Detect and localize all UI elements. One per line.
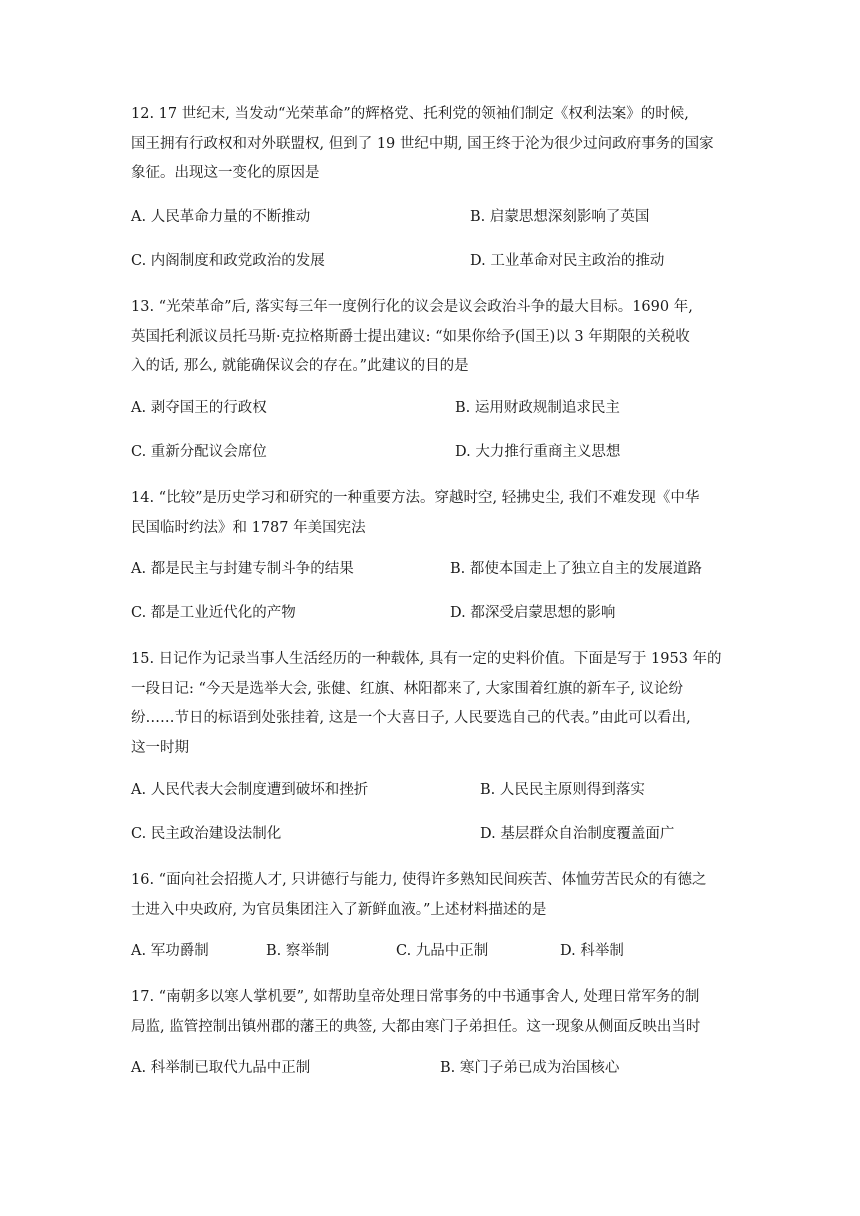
- stem-line: 15. 日记作为记录当事人生活经历的一种载体, 具有一定的史料价值。下面是写于 1953 年的: [131, 651, 722, 667]
- question-12-stem: [131, 100, 731, 189]
- question-12-option-a: A. 人民革命力量的不断推动: [131, 209, 311, 225]
- question-13-option-b: B. 运用财政规制追求民主: [455, 400, 620, 416]
- stem-line: 象征。出现这一变化的原因是: [131, 165, 320, 181]
- question-16-option-d: D. 科举制: [560, 943, 624, 959]
- stem-line: 局监, 监管控制出镇州郡的藩王的典签, 大都由寒门子弟担任。这一现象从侧面反映出当时: [131, 1018, 701, 1035]
- stem-line: 这一时期: [131, 739, 189, 756]
- stem-line: 一段日记: “今天是选举大会, 张健、红旗、林阳都来了, 大家围着红旗的新车子, 议论纷: [131, 680, 684, 697]
- question-12-option-c: C. 内阁制度和政党政治的发展: [131, 253, 325, 269]
- question-15-option-a: A. 人民代表大会制度遭到破坏和挫折: [131, 782, 369, 798]
- question-15-stem: [131, 645, 731, 763]
- question-16-option-a: A. 军功爵制: [131, 943, 209, 959]
- question-15-option-d: D. 基层群众自治制度覆盖面广: [480, 826, 675, 842]
- question-13-stem: [131, 293, 731, 382]
- question-14-option-a: A. 都是民主与封建专制斗争的结果: [131, 561, 354, 577]
- question-14-option-d: D. 都深受启蒙思想的影响: [450, 605, 616, 621]
- stem-line: 国王拥有行政权和对外联盟权, 但到了 19 世纪中期, 国王终于沦为很少过问政府事务的国家: [131, 135, 714, 152]
- question-16-stem: [131, 866, 731, 925]
- question-16-option-c: C. 九品中正制: [396, 943, 489, 959]
- question-14-option-c: C. 都是工业近代化的产物: [131, 605, 296, 621]
- question-17-stem: [131, 983, 731, 1042]
- stem-line: 16. “面向社会招揽人才, 只讲德行与能力, 使得许多熟知民间疾苦、体恤劳苦民众的有德之: [131, 872, 707, 888]
- question-17-option-a: A. 科举制已取代九品中正制: [131, 1060, 311, 1076]
- stem-line: 14. “比较”是历史学习和研究的一种重要方法。穿越时空, 轻拂史尘, 我们不难发现《中华: [131, 490, 700, 506]
- question-13-option-a: A. 剥夺国王的行政权: [131, 400, 267, 416]
- stem-line: 英国托利派议员托马斯·克拉格斯爵士提出建议: “如果你给予(国王)以 3 年期限的关税收: [131, 328, 690, 345]
- question-15-option-c: C. 民主政治建设法制化: [131, 826, 282, 842]
- stem-line: 13. “光荣革命”后, 落实每三年一度例行化的议会是议会政治斗争的最大目标。1690 年,: [131, 299, 693, 315]
- question-16-option-b: B. 察举制: [266, 943, 330, 959]
- question-14-option-b: B. 都使本国走上了独立自主的发展道路: [450, 561, 702, 577]
- question-17-option-b: B. 寒门子弟已成为治国核心: [440, 1060, 620, 1076]
- question-12-option-d: D. 工业革命对民主政治的推动: [470, 253, 665, 269]
- question-14-stem: [131, 484, 731, 543]
- question-12-option-b: B. 启蒙思想深刻影响了英国: [470, 209, 650, 225]
- question-13-option-c: C. 重新分配议会席位: [131, 444, 267, 460]
- question-15-option-b: B. 人民民主原则得到落实: [480, 782, 645, 798]
- stem-line: 17. “南朝多以寒人掌机要”, 如帮助皇帝处理日常事务的中书通事舍人, 处理日常军务的制: [131, 989, 700, 1005]
- stem-line: 民国临时约法》和 1787 年美国宪法: [131, 519, 366, 536]
- stem-line: 士进入中央政府, 为官员集团注入了新鲜血液。”上述材料描述的是: [131, 901, 547, 918]
- question-13-option-d: D. 大力推行重商主义思想: [455, 444, 621, 460]
- stem-line: 12. 17 世纪末, 当发动“光荣革命”的辉格党、托利党的领袖们制定《权利法案》的时候,: [131, 106, 689, 122]
- stem-line: 入的话, 那么, 就能确保议会的存在。”此建议的目的是: [131, 358, 469, 374]
- stem-line: 纷……节日的标语到处张挂着, 这是一个大喜日子, 人民要选自己的代表。”由此可以看出,: [131, 710, 691, 726]
